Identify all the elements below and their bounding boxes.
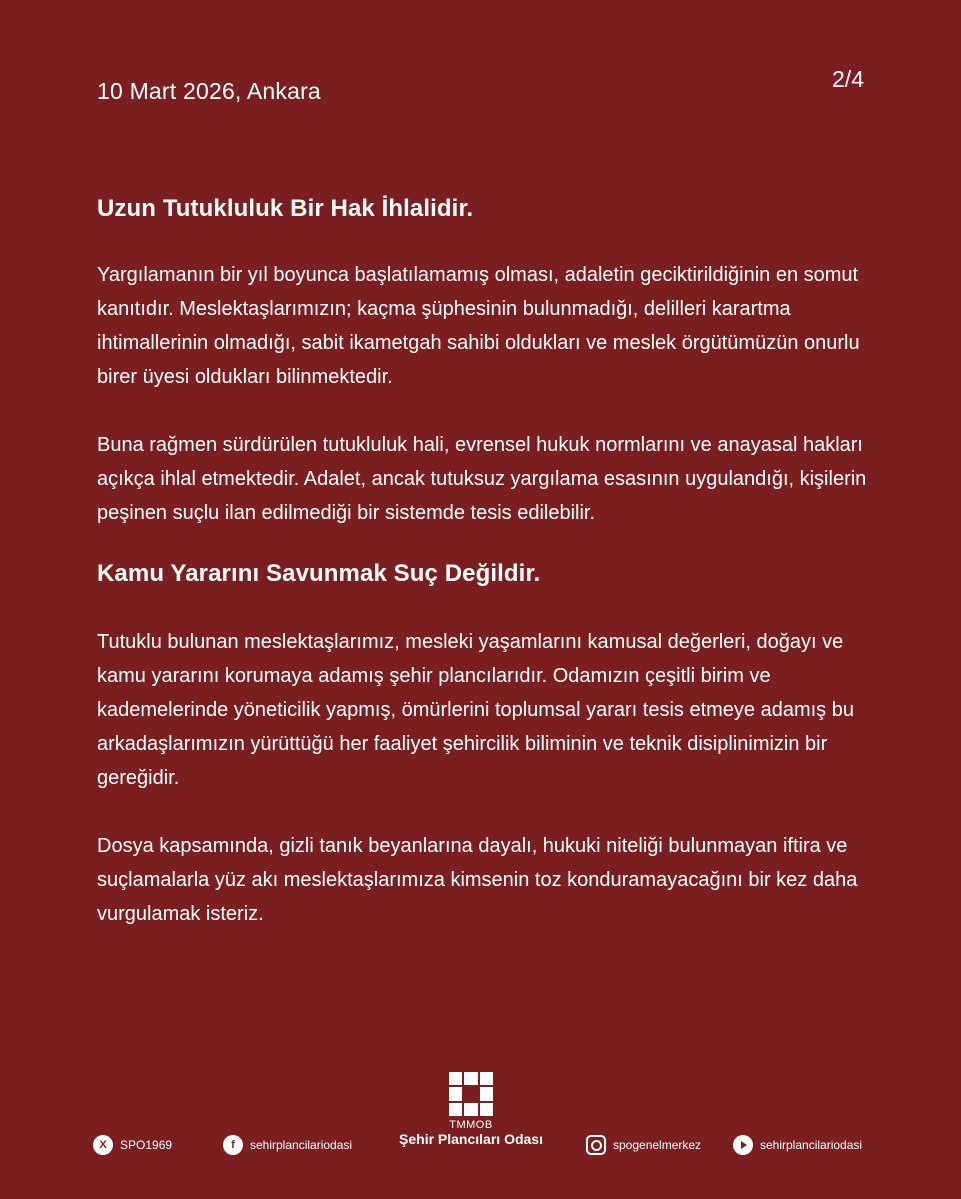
logo-top-text: TMMOB <box>449 1119 493 1131</box>
social-youtube-link[interactable] <box>733 1135 862 1155</box>
organization-logo <box>396 1072 546 1147</box>
section-heading-2: Kamu Yararını Savunmak Suç Değildir. <box>97 560 541 587</box>
document-body <box>97 195 872 931</box>
youtube-icon <box>733 1135 753 1155</box>
logo-name-text: Şehir Plancıları Odası <box>399 1131 543 1147</box>
section-heading-1: Uzun Tutukluluk Bir Hak İhlalidir. <box>97 195 474 222</box>
page-number: 2/4 <box>832 66 864 92</box>
social-instagram-link[interactable] <box>586 1135 701 1155</box>
social-x-link[interactable] <box>93 1135 172 1155</box>
social-facebook-handle: sehirplancilariodasi <box>250 1138 353 1152</box>
section-2-paragraph-1: Tutuklu bulunan meslektaşlarımız, mesleki yaşamlarını kamusal değerleri, doğayı ve kamu yararını korumaya adamış şehir plancılarıdır. Odamızın çeşitli birim ve kademelerinde yöneticilik yapmış, ömürlerini toplumsal yararı tesis etmeye adamış bu arkadaşlarımızın yürüttüğü her faaliyet şehircilik biliminin ve teknik disiplinimizin bir gereğidir. <box>97 631 854 789</box>
x-icon: X <box>93 1135 113 1155</box>
social-instagram-handle: spogenelmerkez <box>613 1138 702 1152</box>
social-x-handle: SPO1969 <box>120 1138 173 1152</box>
logo-grid-icon <box>449 1072 493 1116</box>
section-1-paragraph-2: Buna rağmen sürdürülen tutukluluk hali, evrensel hukuk normlarını ve anayasal hakları açıkça ihlal etmektedir. Adalet, ancak tutuksuz yargılama esasının uygulandığı, kişilerin peşinen suçlu ilan edilmediği bir sistemde tesis edilebilir. <box>97 434 867 524</box>
date-location: 10 Mart 2026, Ankara <box>97 78 321 104</box>
section-1-paragraph-1: Yargılamanın bir yıl boyunca başlatılamamış olması, adaletin geciktirildiğinin en somut kanıtıdır. Meslektaşlarımızın; kaçma şüphesinin bulunmadığı, delilleri karartma ihtimallerinin olmadığı, sabit ikametgah sahibi oldukları ve meslek örgütümüzün onurlu birer üyesi oldukları bilinmektedir. <box>97 264 860 388</box>
section-2-paragraph-2: Dosya kapsamında, gizli tanık beyanlarına dayalı, hukuki niteliği bulunmayan iftira ve suçlamalarla yüz akı meslektaşlarımıza kimsenin toz konduramayacağını bir kez daha vurgulamak isteriz. <box>97 835 858 925</box>
facebook-icon: f <box>223 1135 243 1155</box>
social-youtube-handle: sehirplancilariodasi <box>760 1138 863 1152</box>
instagram-icon <box>586 1135 606 1155</box>
social-facebook-link[interactable] <box>223 1135 352 1155</box>
